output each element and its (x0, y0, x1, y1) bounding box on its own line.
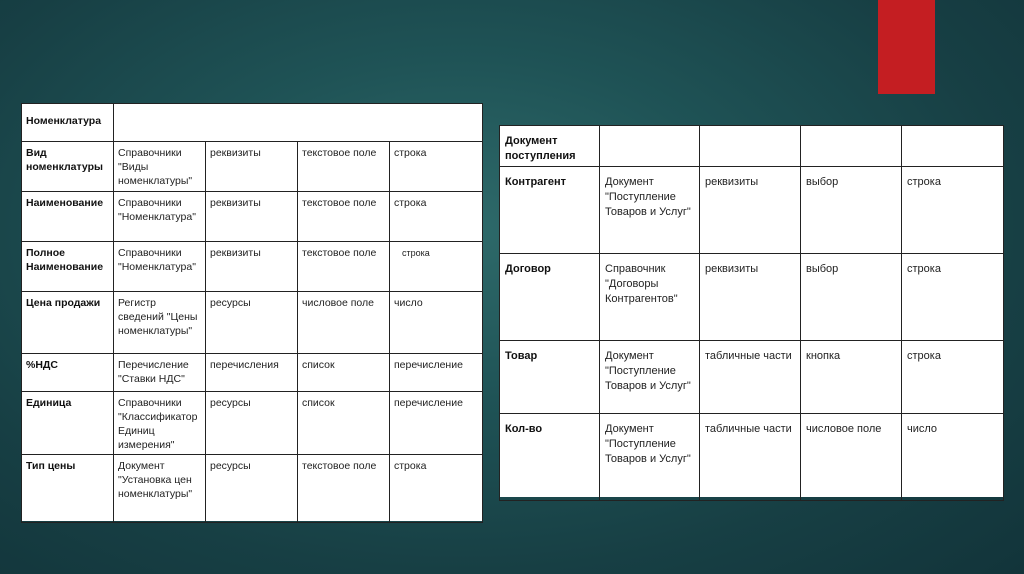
field-name: Товар (500, 341, 600, 414)
table-row (22, 292, 483, 354)
table-cell: кнопка (801, 341, 902, 414)
table-cell: Справочники "Виды номенклатуры" (114, 142, 206, 192)
table-cell: строка (902, 341, 1004, 414)
field-name: Единица (22, 392, 114, 455)
table-cell (114, 104, 483, 142)
table-cell: число (902, 414, 1004, 501)
table-row (22, 142, 483, 192)
table-row (22, 192, 483, 242)
table-header: Документ поступления (500, 126, 600, 167)
table-row (500, 126, 1004, 167)
table-cell: перечисление (390, 392, 483, 455)
receipt-document-table (499, 125, 1003, 497)
table-header: Номенклатура (22, 104, 114, 142)
table-cell: строка (390, 242, 483, 292)
table-cell: выбор (801, 167, 902, 254)
table-row (500, 167, 1004, 254)
table-row (22, 354, 483, 392)
field-name: Тип цены (22, 455, 114, 523)
table-cell: числовое поле (298, 292, 390, 354)
table-cell: строка (390, 455, 483, 523)
table-cell: Справочники "Классификатор Единиц измерения" (114, 392, 206, 455)
field-name: Контрагент (500, 167, 600, 254)
field-name: Договор (500, 254, 600, 341)
table-cell: перечисления (206, 354, 298, 392)
field-name: Вид номенклатуры (22, 142, 114, 192)
table-cell: строка (902, 254, 1004, 341)
table-cell: реквизиты (700, 254, 801, 341)
red-accent-block (878, 0, 935, 94)
table-cell: Регистр сведений "Цены номенклатуры" (114, 292, 206, 354)
table-cell: Документ "Поступление Товаров и Услуг" (600, 167, 700, 254)
table-row (500, 414, 1004, 501)
table-cell: Документ "Поступление Товаров и Услуг" (600, 414, 700, 501)
table-cell: числовое поле (801, 414, 902, 501)
table-cell: Документ "Поступление Товаров и Услуг" (600, 341, 700, 414)
table-cell: число (390, 292, 483, 354)
field-name: %НДС (22, 354, 114, 392)
nomenclature-table (21, 103, 482, 521)
table-cell: реквизиты (206, 242, 298, 292)
table-cell: ресурсы (206, 392, 298, 455)
table-cell: Справочник "Договоры Контрагентов" (600, 254, 700, 341)
table-row (22, 455, 483, 523)
table-cell: строка (902, 167, 1004, 254)
table-cell: Документ "Установка цен номенклатуры" (114, 455, 206, 523)
table-cell: текстовое поле (298, 192, 390, 242)
table-cell: реквизиты (206, 192, 298, 242)
table-cell: Справочники "Номенклатура" (114, 242, 206, 292)
table-cell: выбор (801, 254, 902, 341)
table-cell: список (298, 392, 390, 455)
table-cell: ресурсы (206, 292, 298, 354)
table-cell (600, 126, 700, 167)
table-row (500, 341, 1004, 414)
table-cell: список (298, 354, 390, 392)
table-row (500, 254, 1004, 341)
table-cell: ресурсы (206, 455, 298, 523)
field-name: Кол-во (500, 414, 600, 501)
table-cell: реквизиты (206, 142, 298, 192)
field-name: Цена продажи (22, 292, 114, 354)
table-cell: табличные части (700, 341, 801, 414)
table-cell: строка (390, 142, 483, 192)
table-row (22, 392, 483, 455)
table-cell: Перечисление "Ставки НДС" (114, 354, 206, 392)
table-cell: текстовое поле (298, 242, 390, 292)
table-cell: текстовое поле (298, 455, 390, 523)
table-cell (700, 126, 801, 167)
table-cell (902, 126, 1004, 167)
table-cell (801, 126, 902, 167)
table-cell: табличные части (700, 414, 801, 501)
field-name: Наименование (22, 192, 114, 242)
table-row (22, 242, 483, 292)
table-cell: текстовое поле (298, 142, 390, 192)
table-row (22, 104, 483, 142)
field-name: Полное Наименование (22, 242, 114, 292)
table-cell: Справочники "Номенклатура" (114, 192, 206, 242)
table-cell: перечисление (390, 354, 483, 392)
table-cell: строка (390, 192, 483, 242)
table-cell: реквизиты (700, 167, 801, 254)
